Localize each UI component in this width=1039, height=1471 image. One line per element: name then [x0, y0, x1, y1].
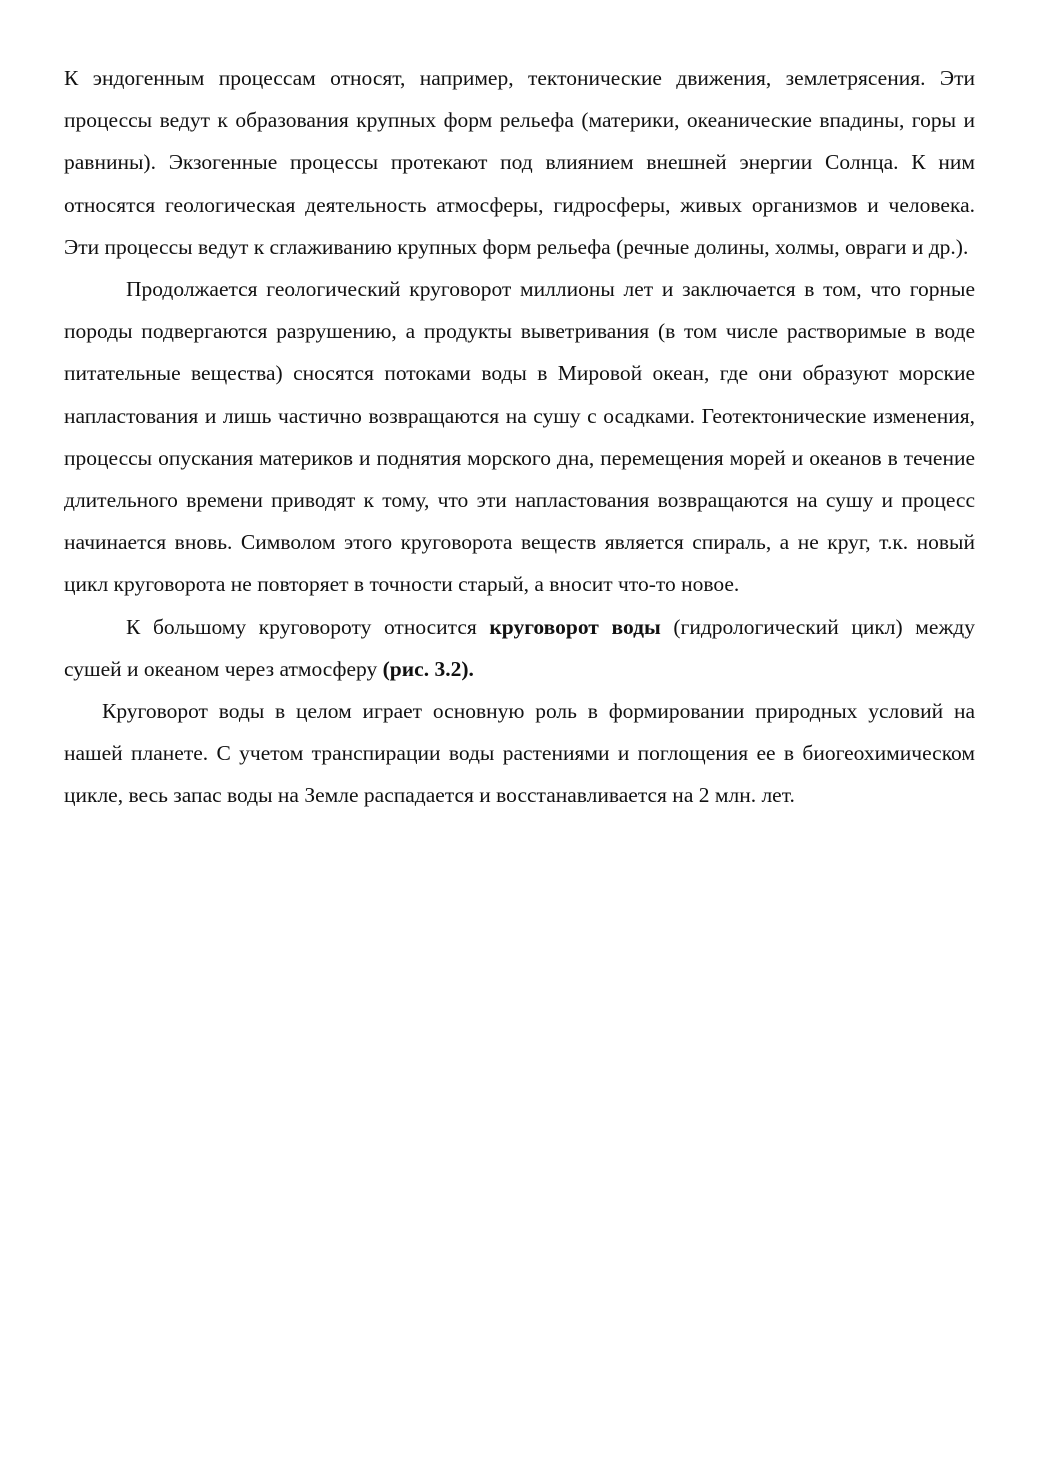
paragraph-water-cycle-role: Круговорот воды в целом играет основную роль в формировании природных условий на нашей планете. С учетом транспирации воды растениями и поглощения ее в биогеохимическом цикле, весь запас воды на Земле распадается и восстанавливается на 2 млн. лет.	[64, 699, 975, 808]
water-cycle-term: круговорот воды	[489, 614, 661, 639]
paragraph-geological-cycle: Продолжается геологический круговорот миллионы лет и заключается в том, что горные породы подвергаются разрушению, а продукты выветривания (в том числе растворимые в воде питательные вещества) сносятся потоками воды в Мировой океан, где они образуют морские напластования и лишь частично возвращаются на сушу с осадками. Геотектонические изменения, процессы опускания материков и поднятия морского дна, перемещения морей и океанов в течение длительного времени приводят к тому, что эти напластования возвращаются на сушу и процесс начинается вновь. Символом этого круговорота веществ является спираль, а не круг, т.к. новый цикл круговорота не повторяет в точности старый, а вносит что-то новое.	[64, 277, 975, 597]
paragraph-water-cycle-intro	[64, 606, 975, 690]
water-cycle-intro-text-1: К большому круговороту относится	[126, 614, 490, 639]
paragraph-endogenous-processes: К эндогенным процессам относят, например, тектонические движения, землетрясения. Эти процессы ведут к образования крупных форм рельефа (материки, океанические впадины, горы и равнины). Экзогенные процессы протекают под влиянием внешней энергии Солнца. К ним относятся геологическая деятельность атмосферы, гидросферы, живых организмов и человека. Эти процессы ведут к сглаживанию крупных форм рельефа (речные долины, холмы, овраги и др.).	[64, 66, 975, 259]
water-cycle-intro-text-2: (гидрологический цикл) между сушей и океаном через атмосферу	[64, 614, 975, 681]
figure-reference: (рис. 3.2).	[382, 656, 474, 681]
document-page	[64, 57, 975, 817]
